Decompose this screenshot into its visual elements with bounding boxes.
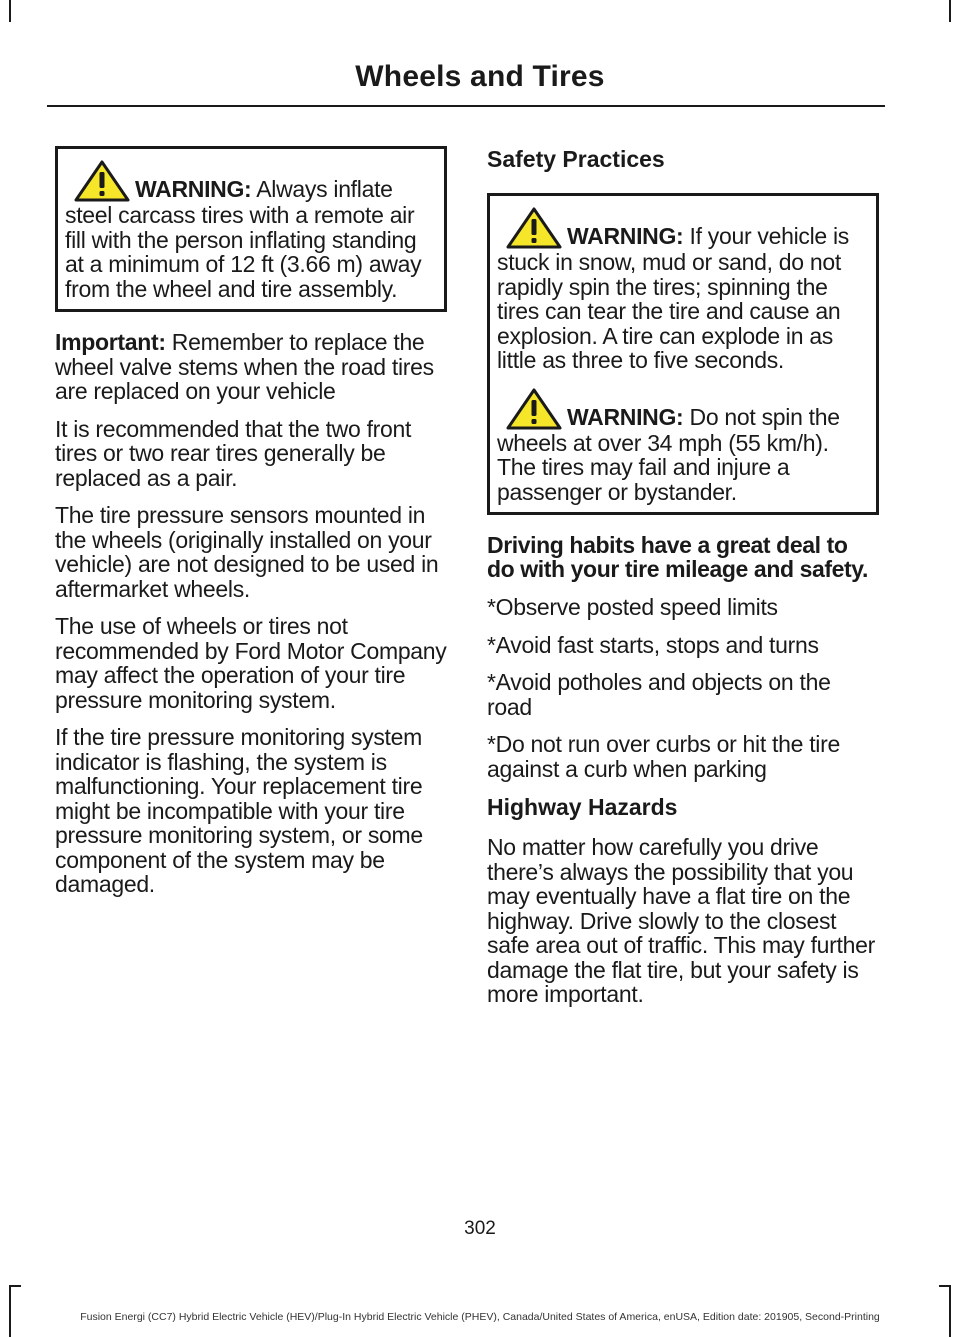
- warning-triangle-icon: [505, 387, 563, 431]
- crop-mark-top-right-v: [949, 0, 951, 22]
- paragraph: If the tire pressure monitoring system indicator is flashing, the system is malfunctioning. Your replacement tire might be incompatible with your tire pressure monitoring system, or some component of the system may be damaged.: [55, 724, 423, 897]
- header-divider: [47, 105, 885, 107]
- warning-triangle-icon: [505, 206, 563, 250]
- driving-habits-heading: Driving habits have a great deal to do with your tire mileage and safety.: [487, 532, 868, 582]
- warning-text: Do not spin the wheels at over 34 mph (55 km/h). The tires may fail and injure a passenger or bystander.: [497, 403, 840, 505]
- section-title-safety-practices: Safety Practices: [487, 146, 665, 172]
- important-note: [55, 330, 447, 404]
- warning-paragraph: [497, 387, 869, 505]
- warning-triangle-icon: [73, 159, 131, 203]
- left-column: [55, 146, 447, 910]
- warning-label: WARNING:: [567, 403, 684, 430]
- warning-box-safety: [487, 193, 879, 515]
- paragraph: The use of wheels or tires not recommended by Ford Motor Company may affect the operation of your tire pressure monitoring system.: [55, 613, 447, 713]
- page-header-title: Wheels and Tires: [355, 60, 605, 93]
- important-label: Important:: [55, 329, 166, 355]
- crop-mark-top-left-v: [9, 0, 11, 22]
- highway-hazards-text: No matter how carefully you drive there’s always the possibility that you may eventually have a flat tire on the highway. Drive slowly to the closest safe area out of traffic. This may further damage the flat tire, but your safety is more important.: [487, 834, 875, 1007]
- warning-label: WARNING:: [135, 176, 252, 202]
- paragraph: It is recommended that the two front tires or two rear tires generally be replaced as a pair.: [55, 415, 412, 491]
- paragraph: The tire pressure sensors mounted in the wheels (originally installed on your vehicle) are not designed to be used in aftermarket wheels.: [55, 502, 439, 602]
- page-footer: Fusion Energi (CC7) Hybrid Electric Vehicle (HEV)/Plug-In Hybrid Electric Vehicle (PHEV), Canada/United States of America, enUSA, Edition date: 201905, Second-Printing: [80, 1311, 880, 1323]
- habit-item: *Do not run over curbs or hit the tire against a curb when parking: [487, 731, 840, 782]
- warning-box-steel-carcass: [55, 146, 447, 312]
- warning-paragraph: [65, 159, 437, 301]
- crop-mark-bottom-left-h: [9, 1285, 21, 1287]
- warning-paragraph: [497, 206, 869, 373]
- habit-item: *Observe posted speed limits: [487, 594, 778, 620]
- page-number: 302: [464, 1218, 496, 1239]
- warning-text: Always inflate steel carcass tires with a remote air fill with the person inflating standing at a minimum of 12 ft (3.66 m) away from the wheel and tire assembly.: [65, 176, 422, 302]
- habit-item: *Avoid fast starts, stops and turns: [487, 631, 819, 658]
- crop-mark-bottom-right-h: [939, 1285, 951, 1287]
- right-column: [487, 146, 879, 1020]
- warning-text: If your vehicle is stuck in snow, mud or sand, do not rapidly spin the tires; spinning the tires can tear the tire and cause an explosion. A tire can explode in as little as three to five seconds.: [497, 223, 850, 373]
- important-text: Remember to replace the wheel valve stems when the road tires are replaced on your vehicle: [55, 329, 434, 404]
- habit-item: *Avoid potholes and objects on the road: [487, 669, 831, 720]
- warning-label: WARNING:: [567, 223, 684, 249]
- section-title-highway-hazards: Highway Hazards: [487, 794, 678, 820]
